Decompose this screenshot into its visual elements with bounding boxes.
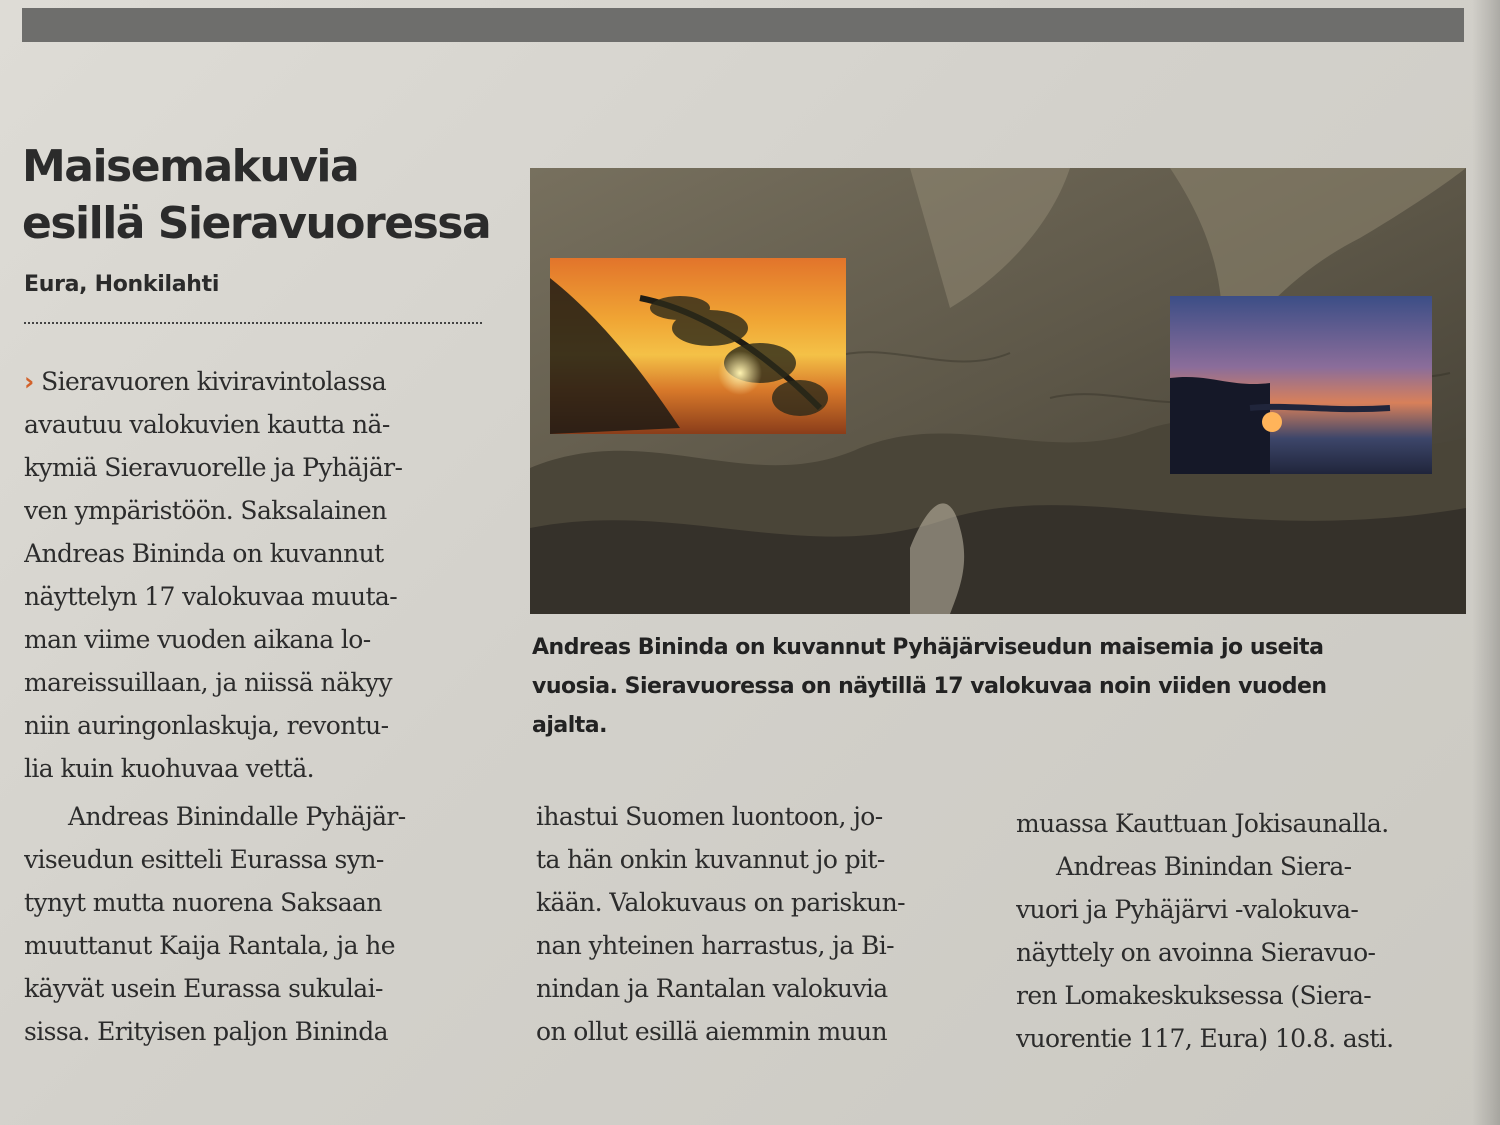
body-line: nan yhteinen harrastus, ja Bi- — [536, 931, 894, 960]
body-column-2 — [536, 795, 976, 1053]
intro-line: niin auringonlaskuja, revontu- — [24, 711, 389, 740]
body-line: Andreas Binindan Siera- — [1056, 852, 1352, 881]
body-line: kään. Valokuvaus on pariskun- — [536, 888, 906, 917]
body-line: viseudun esitteli Eurassa syn- — [24, 845, 384, 874]
body-line: Andreas Binindalle Pyhäjär- — [68, 802, 406, 831]
body-column-1 — [24, 795, 494, 1053]
caption-line: Andreas Bininda on kuvannut Pyhäjärviseudun maisemia jo useita — [532, 635, 1324, 660]
article-location: Eura, Honkilahti — [24, 272, 220, 297]
intro-line: näyttelyn 17 valokuvaa muuta- — [24, 582, 398, 611]
body-line: nindan ja Rantalan valokuvia — [536, 974, 888, 1003]
caption-line: vuosia. Sieravuoressa on näytillä 17 valokuvaa noin viiden vuoden — [532, 674, 1327, 699]
intro-line: Andreas Bininda on kuvannut — [24, 539, 384, 568]
body-line: muassa Kauttuan Jokisaunalla. — [1016, 809, 1389, 838]
body-line: sissa. Erityisen paljon Bininda — [24, 1017, 388, 1046]
intro-line: kymiä Sieravuorelle ja Pyhäjär- — [24, 453, 403, 482]
intro-line — [24, 360, 486, 403]
body-line: muuttanut Kaija Rantala, ja he — [24, 931, 395, 960]
body-line: vuorentie 117, Eura) 10.8. asti. — [1016, 1024, 1394, 1053]
headline-line: esillä Sieravuoressa — [22, 198, 491, 249]
article-photo — [530, 168, 1466, 614]
body-line: käyvät usein Eurassa sukulai- — [24, 974, 383, 1003]
photo-caption — [532, 628, 1462, 745]
body-line: ta hän onkin kuvannut jo pit- — [536, 845, 885, 874]
dotted-divider — [24, 322, 482, 324]
body-line: ren Lomakeskuksessa (Siera- — [1016, 981, 1372, 1010]
intro-line-text: Sieravuoren kiviravintolassa — [41, 367, 387, 396]
intro-line: avautuu valokuvien kautta nä- — [24, 410, 390, 439]
body-line: ihastui Suomen luontoon, jo- — [536, 802, 883, 831]
headline-line: Maisemakuvia — [22, 141, 359, 192]
paragraph-marker-icon: › — [24, 367, 34, 396]
top-rule-bar — [22, 8, 1464, 42]
body-column-3 — [1016, 802, 1466, 1060]
intro-line: ven ympäristöön. Saksalainen — [24, 496, 387, 525]
body-line: on ollut esillä aiemmin muun — [536, 1017, 888, 1046]
exhibition-photo-illustration — [530, 168, 1466, 614]
body-line: näyttely on avoinna Sieravuo- — [1016, 938, 1376, 967]
article-headline — [22, 138, 502, 252]
body-line: vuori ja Pyhäjärvi -valokuva- — [1016, 895, 1359, 924]
intro-line: mareissuillaan, ja niissä näkyy — [24, 668, 392, 697]
caption-line: ajalta. — [532, 713, 607, 738]
body-line: tynyt mutta nuorena Saksaan — [24, 888, 382, 917]
article-intro — [24, 360, 486, 790]
page-edge-shadow — [1472, 0, 1500, 1125]
intro-line: man viime vuoden aikana lo- — [24, 625, 371, 654]
intro-line: lia kuin kuohuvaa vettä. — [24, 754, 314, 783]
